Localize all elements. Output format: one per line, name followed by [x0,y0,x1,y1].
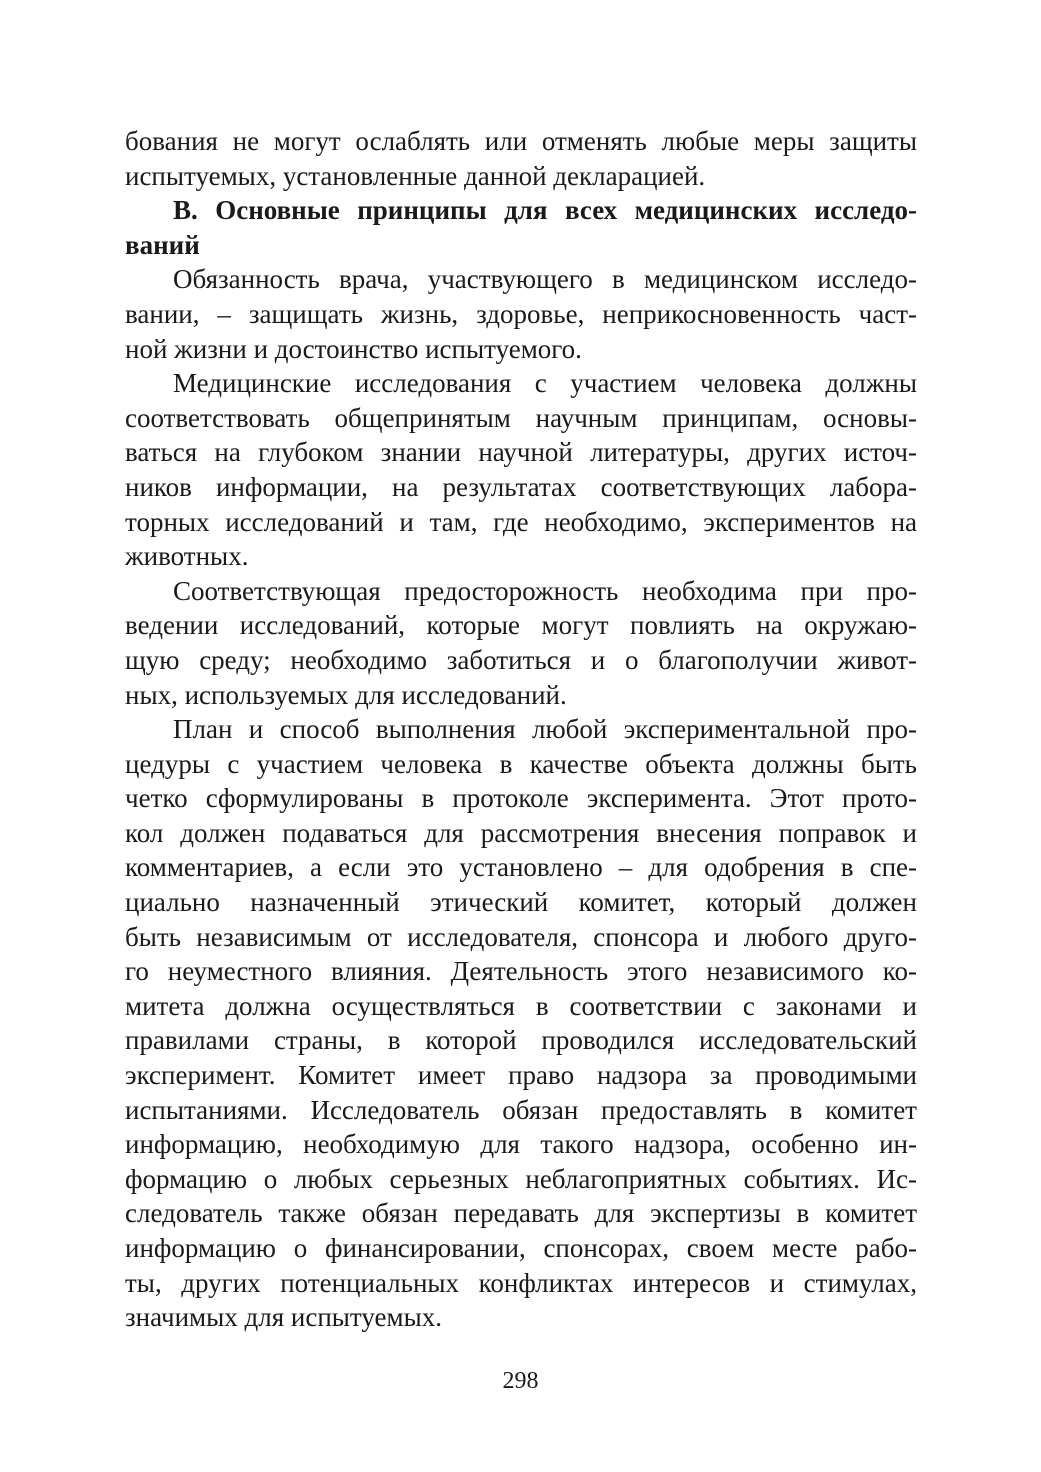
text-line: кол должен подаваться для рассмотрения внесения поправок и [125,817,917,848]
text-line: Обязанность врача, участвующего в медицинском исследо- [173,264,917,295]
text-line: следователь также обязан передавать для экспертизы в комитет [125,1198,917,1229]
text-line: цедуры с участием человека в качестве объекта должны быть [125,748,917,779]
text-line: циально назначенный этический комитет, который должен [125,887,917,918]
text-line: План и способ выполнения любой экспериментальной про- [173,714,917,745]
text-line: щую среду; необходимо заботиться и о благополучии живот- [125,644,917,675]
text-line: Медицинские исследования с участием человека должны [173,368,917,399]
text-line: ваться на глубоком знании научной литературы, других источ- [125,437,917,468]
section-heading-line: ваний [125,229,200,260]
text-line: значимых для испытуемых. [125,1302,442,1333]
text-line: ты, других потенциальных конфликтах интересов и стимулах, [125,1267,917,1298]
text-line: вании, – защищать жизнь, здоровье, неприкосновенность част- [125,298,917,329]
body-text [125,124,917,1335]
text-line: митета должна осуществляться в соответствии с законами и [125,990,917,1021]
text-line: животных. [125,541,249,572]
text-line: испытаниями. Исследователь обязан предоставлять в комитет [125,1094,917,1125]
text-line: ведении исследований, которые могут повлиять на окружаю- [125,610,917,641]
text-line: информацию, необходимую для такого надзора, особенно ин- [125,1129,917,1160]
text-line: информацию о финансировании, спонсорах, своем месте рабо- [125,1233,917,1263]
text-line: ников информации, на результатах соответствующих лабора- [125,471,917,502]
text-line: комментариев, а если это установлено – для одобрения в спе- [125,852,917,883]
text-line: торных исследований и там, где необходимо, экспериментов на [125,506,917,537]
text-line: быть независимым от исследователя, спонсора и любого друго- [125,921,917,952]
text-line: испытуемых, установленные данной декларацией. [125,160,706,191]
page-number: 298 [502,1368,539,1394]
text-line: Соответствующая предосторожность необходима при про- [173,575,917,606]
text-line: соответствовать общепринятым научным принципам, основы- [125,402,917,433]
text-line: правилами страны, в которой проводился исследовательский [125,1025,917,1056]
text-line: бования не могут ослаблять или отменять любые меры защиты [125,126,917,156]
text-line: четко сформулированы в протоколе эксперимента. Этот прото- [125,783,917,814]
text-line: ной жизни и достоинство испытуемого. [125,333,582,364]
text-line: ных, используемых для исследований. [125,679,567,710]
text-line: го неуместного влияния. Деятельность этого независимого ко- [125,956,917,987]
text-line: формацию о любых серьезных неблагоприятных событиях. Ис- [125,1163,917,1194]
text-line: эксперимент. Комитет имеет право надзора за проводимыми [125,1060,917,1091]
section-heading-line: B. Основные принципы для всех медицинских исследо- [173,195,917,226]
